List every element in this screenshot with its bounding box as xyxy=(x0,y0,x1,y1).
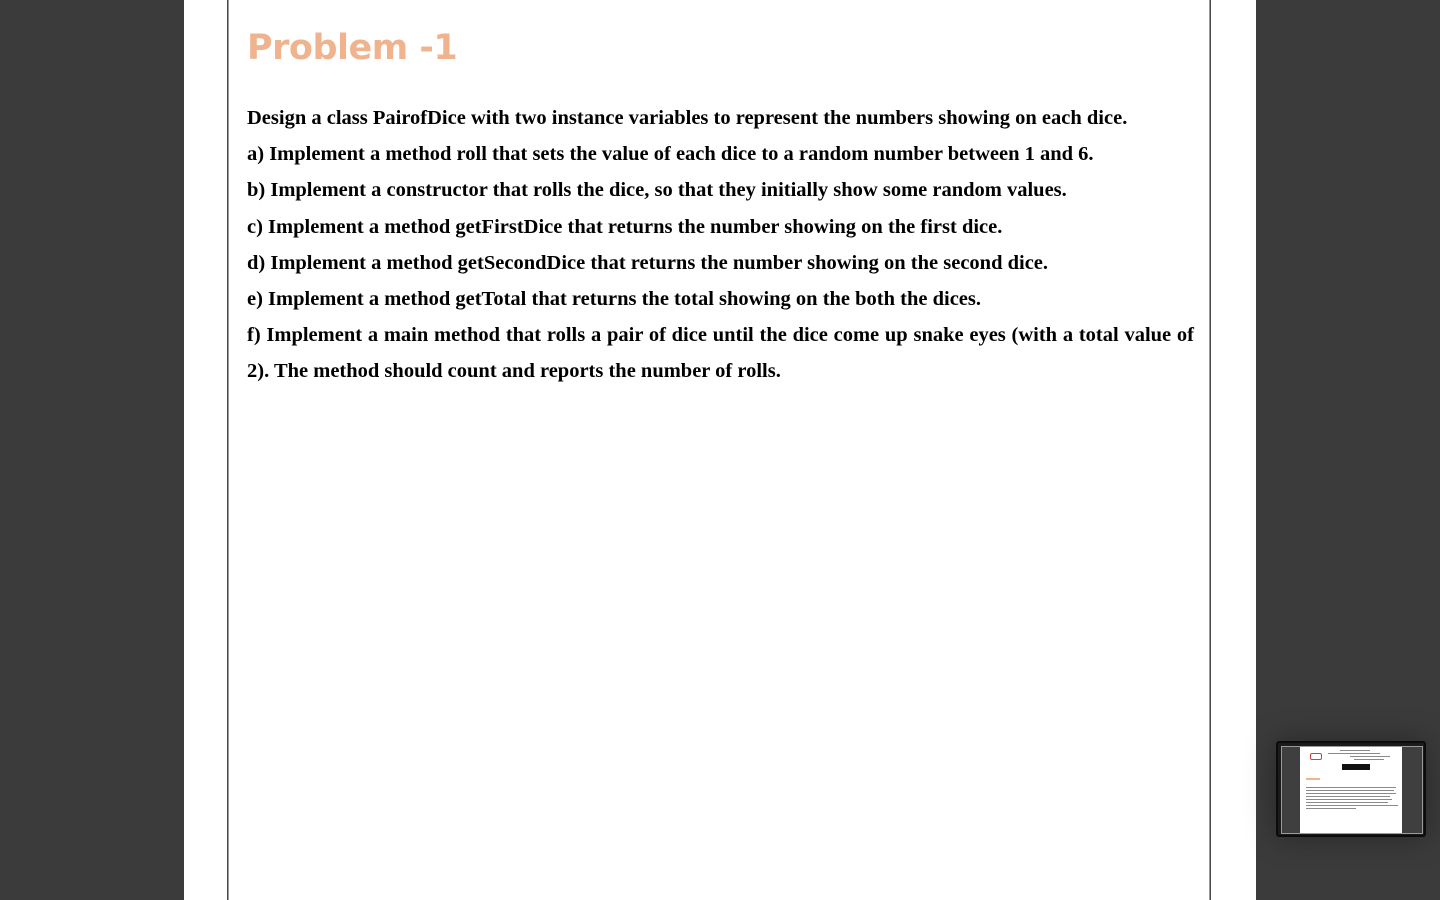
problem-part-e: e) Implement a method getTotal that returns the total showing on the both the dices. xyxy=(247,288,981,311)
page-content xyxy=(247,24,1194,390)
thumbnail-badge xyxy=(1342,764,1370,770)
problem-part-f: f) Implement a main method that rolls a pair of dice until the dice come up snake eyes (with a total value of 2). The method should count and reports the number of rolls. xyxy=(247,324,1194,383)
page-thumbnail[interactable] xyxy=(1276,741,1426,837)
problem-part-a: a) Implement a method roll that sets the value of each dice to a random number between 1 and 6. xyxy=(247,143,1094,166)
document-page xyxy=(184,0,1256,900)
problem-intro: Design a class PairofDice with two instance variables to represent the numbers showing on each dice. xyxy=(247,107,1128,129)
page-thumbnail-frame xyxy=(1281,746,1423,834)
thumbnail-line xyxy=(1350,756,1390,757)
thumbnail-line xyxy=(1306,796,1390,797)
thumbnail-line xyxy=(1306,787,1396,788)
problem-part-d: d) Implement a method getSecondDice that returns the number showing on the second dice. xyxy=(247,251,1049,274)
thumbnail-line xyxy=(1354,759,1384,760)
thumbnail-line xyxy=(1306,799,1392,800)
thumbnail-line xyxy=(1306,790,1394,791)
thumbnail-line xyxy=(1306,793,1396,794)
thumbnail-line xyxy=(1306,805,1398,806)
thumbnail-line xyxy=(1340,750,1370,751)
problem-part-c: c) Implement a method getFirstDice that returns the number showing on the first dice. xyxy=(247,215,1003,238)
problem-title: Problem -1 xyxy=(247,28,458,68)
thumbnail-title xyxy=(1306,778,1320,780)
thumbnail-line xyxy=(1306,808,1356,809)
page-thumbnail-preview xyxy=(1300,747,1402,833)
thumbnail-line xyxy=(1328,753,1380,754)
thumbnail-line xyxy=(1306,802,1388,803)
problem-part-b: b) Implement a constructor that rolls the dice, so that they initially show some random values. xyxy=(247,179,1067,202)
thumbnail-logo-icon xyxy=(1310,753,1322,760)
